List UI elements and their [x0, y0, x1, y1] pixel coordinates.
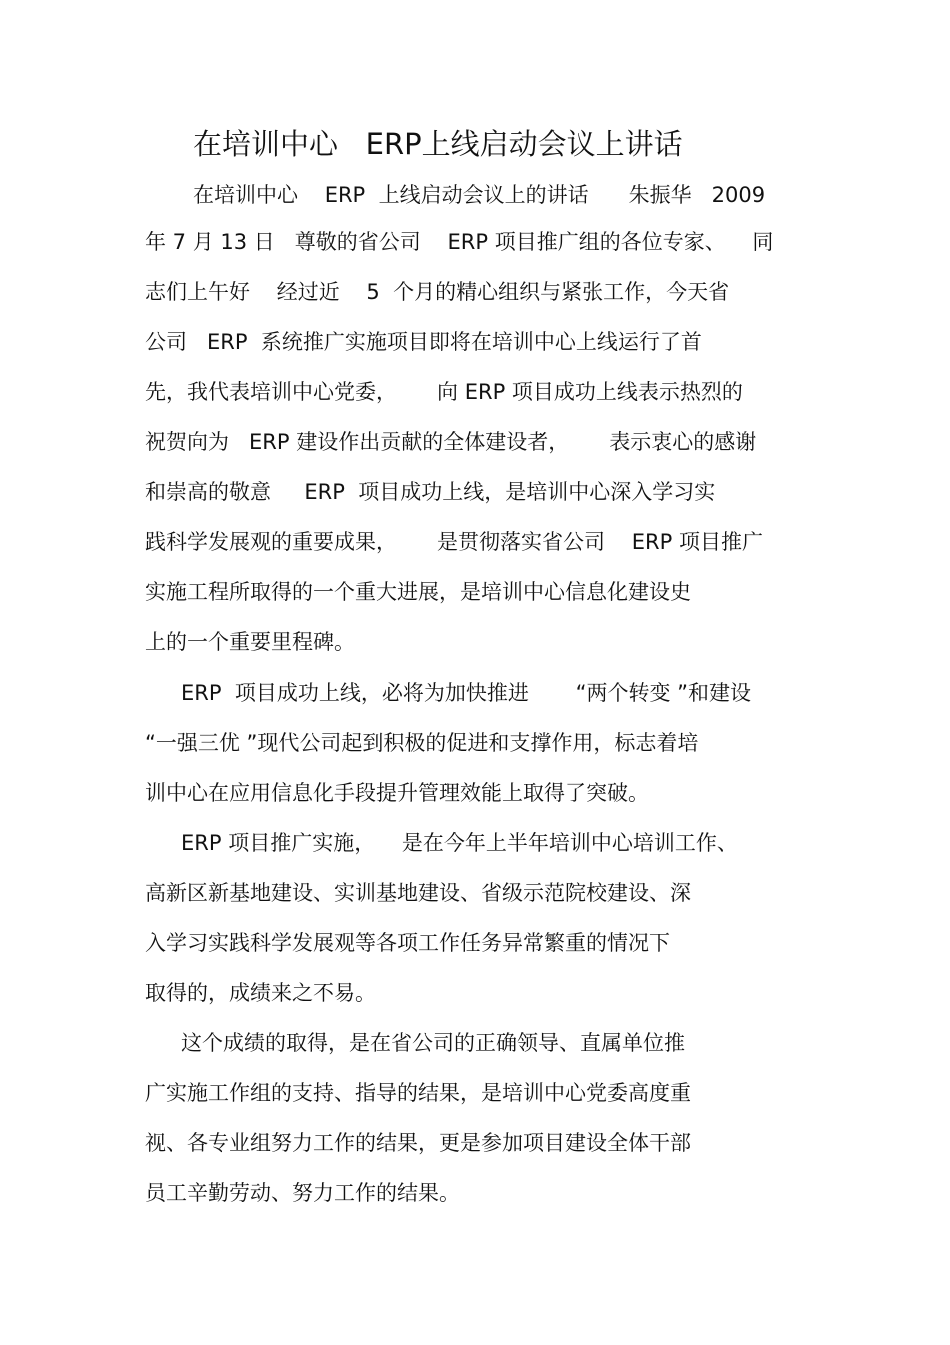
- text-line-5: 先，我代表培训中心党委， 向 ERP 项目成功上线表示热烈的: [145, 380, 743, 404]
- text-line-18: 这个成绩的取得，是在省公司的正确领导、直属单位推: [181, 1031, 685, 1055]
- text-line-1: 在培训中心 ERP 上线启动会议上的讲话 朱振华 2009: [193, 183, 766, 207]
- text-line-6: 祝贺向为 ERP 建设作出贡献的全体建设者， 表示衷心的感谢: [145, 430, 757, 454]
- text-line-10: 上的一个重要里程碑。: [145, 630, 355, 654]
- text-line-9: 实施工程所取得的一个重大进展，是培训中心信息化建设史: [145, 580, 691, 604]
- text-line-8: 践科学发展观的重要成果， 是贯彻落实省公司 ERP 项目推广: [145, 530, 763, 554]
- text-line-16: 入学习实践科学发展观等各项工作任务异常繁重的情况下: [145, 931, 670, 955]
- text-line-21: 员工辛勤劳动、努力工作的结果。: [145, 1181, 460, 1205]
- text-line-3: 志们上午好 经过近 5 个月的精心组织与紧张工作，今天省: [145, 280, 730, 304]
- document-title: 在培训中心 ERP上线启动会议上讲话: [193, 127, 683, 161]
- text-line-17: 取得的，成绩来之不易。: [145, 981, 376, 1005]
- text-line-2: 年 7 月 13 日 尊敬的省公司 ERP 项目推广组的各位专家、 同: [145, 230, 774, 254]
- text-line-11: ERP 项目成功上线，必将为加快推进 “两个转变 ”和建设: [181, 681, 752, 705]
- text-line-15: 高新区新基地建设、实训基地建设、省级示范院校建设、深: [145, 881, 691, 905]
- text-line-4: 公司 ERP 系统推广实施项目即将在培训中心上线运行了首: [145, 330, 702, 354]
- text-line-20: 视、各专业组努力工作的结果，更是参加项目建设全体干部: [145, 1131, 691, 1155]
- text-line-19: 广实施工作组的支持、指导的结果，是培训中心党委高度重: [145, 1081, 691, 1105]
- text-line-13: 训中心在应用信息化手段提升管理效能上取得了突破。: [145, 781, 649, 805]
- text-line-7: 和崇高的敬意 ERP 项目成功上线，是培训中心深入学习实: [145, 480, 716, 504]
- text-line-12: “一强三优 ”现代公司起到积极的促进和支撑作用，标志着培: [145, 731, 699, 755]
- text-line-14: ERP 项目推广实施， 是在今年上半年培训中心培训工作、: [181, 831, 738, 855]
